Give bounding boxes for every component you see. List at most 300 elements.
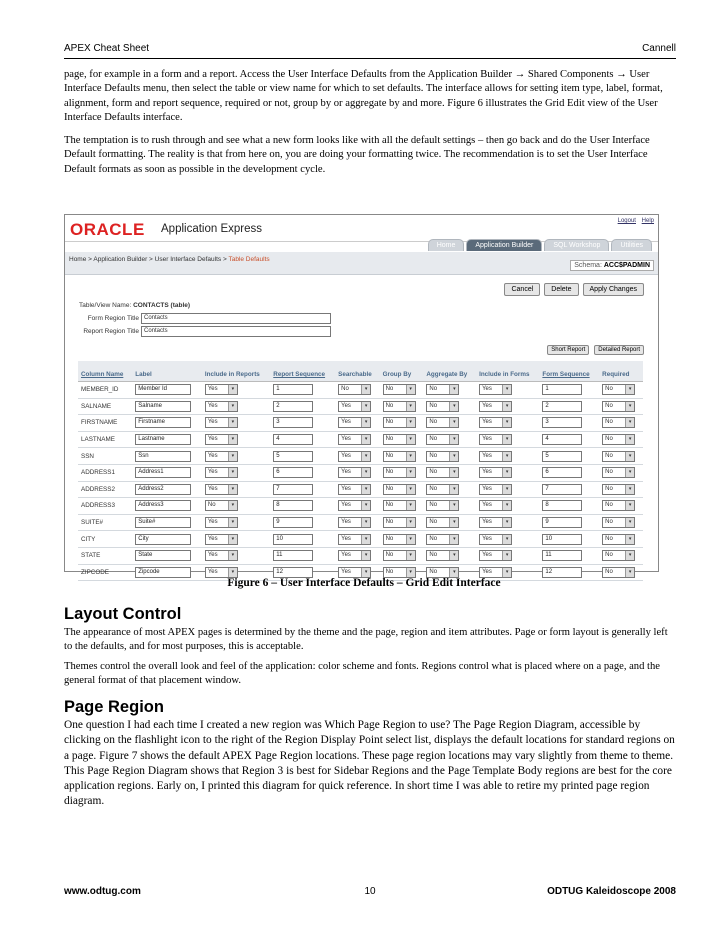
required-select-value: No <box>605 386 613 393</box>
required-select[interactable] <box>602 451 635 462</box>
table-cell <box>132 514 202 531</box>
include-in-forms-select-value: Yes <box>482 386 492 393</box>
aggregate-by-select[interactable] <box>426 517 459 528</box>
include-in-forms-select[interactable] <box>479 467 512 478</box>
table-cell <box>78 531 132 548</box>
dropdown-arrow-icon: ▾ <box>406 385 415 394</box>
dropdown-arrow-icon: ▾ <box>502 452 511 461</box>
table-cell <box>270 464 335 481</box>
col-report-sequence[interactable]: Report Sequence <box>270 361 335 382</box>
breadcrumb-app-builder[interactable]: Application Builder <box>93 256 148 263</box>
table-cell <box>423 415 476 432</box>
dropdown-arrow-icon: ▾ <box>361 402 370 411</box>
apply-changes-button[interactable]: Apply Changes <box>583 283 644 296</box>
include-in-reports-select-value: No <box>207 502 216 509</box>
searchable-select-value: Yes <box>341 452 351 459</box>
dropdown-arrow-icon: ▾ <box>406 418 415 427</box>
breadcrumb-home[interactable]: Home <box>69 256 87 263</box>
required-select[interactable] <box>602 517 635 528</box>
include-in-reports-select[interactable] <box>205 534 238 545</box>
include-in-reports-select-value: Yes <box>207 402 218 409</box>
report-sequence-input[interactable]: 7 <box>273 484 313 495</box>
page-number: 10 <box>364 886 376 897</box>
aggregate-by-select-value: No <box>429 469 438 476</box>
group-by-select-value: No <box>385 386 394 393</box>
aggregate-by-select[interactable] <box>426 417 459 428</box>
footer-event: ODTUG Kaleidoscope 2008 <box>547 886 676 897</box>
table-cell <box>335 464 379 481</box>
table-cell <box>202 531 270 548</box>
dropdown-arrow-icon: ▾ <box>625 551 634 560</box>
required-select[interactable] <box>602 434 635 445</box>
form-sequence-input[interactable]: 1 <box>542 384 582 395</box>
page-region-paragraph: One question I had each time I created a new region was Which Page Region to use? The Page Region Diagram, accessible by clicking on the flashlight icon to the right of the Region Display Point select list, displays the default locations for standard regions on a page. Figure 7 shows the default APEX Page Region locations. These page region locations may vary slightly from theme to theme. This Page Region Diagram shows that Region 3 is best for Sidebar Regions and the Page Template Body regions are best for the core application regions. Early on, I printed this diagram for quick reference. In short time I was able to retire my printed page region diagram. <box>64 719 675 808</box>
aggregate-by-select[interactable] <box>426 384 459 395</box>
form-title-input[interactable]: Contacts <box>141 313 331 324</box>
report-title-input[interactable]: Contacts <box>141 326 331 337</box>
table-cell <box>270 448 335 465</box>
required-select-value: No <box>605 519 613 526</box>
group-by-select[interactable] <box>383 517 416 528</box>
table-cell <box>202 514 270 531</box>
label-input[interactable]: State <box>135 550 191 561</box>
table-cell <box>380 382 424 399</box>
table-row <box>78 514 643 531</box>
label-input[interactable]: Member Id <box>135 384 191 395</box>
aggregate-by-select[interactable] <box>426 534 459 545</box>
dropdown-arrow-icon: ▾ <box>625 518 634 527</box>
dropdown-arrow-icon: ▾ <box>449 535 458 544</box>
searchable-select[interactable] <box>338 401 371 412</box>
dropdown-arrow-icon: ▾ <box>406 535 415 544</box>
table-cell <box>270 415 335 432</box>
dropdown-arrow-icon: ▾ <box>228 418 237 427</box>
include-in-forms-select[interactable] <box>479 500 512 511</box>
searchable-select-value: Yes <box>341 469 351 476</box>
searchable-select-value: Yes <box>341 502 351 509</box>
dropdown-arrow-icon: ▾ <box>625 452 634 461</box>
dropdown-arrow-icon: ▾ <box>449 452 458 461</box>
label-input[interactable]: Address2 <box>135 484 191 495</box>
table-cell <box>539 448 599 465</box>
include-in-forms-select[interactable] <box>479 384 512 395</box>
report-sequence-input[interactable]: 5 <box>273 451 313 462</box>
table-row <box>78 382 643 399</box>
column-name: MEMBER_ID <box>81 386 119 394</box>
group-by-select-value: No <box>385 436 394 443</box>
group-by-select-value: No <box>385 419 394 426</box>
searchable-select-value: Yes <box>341 568 351 575</box>
form-title-row <box>79 312 331 325</box>
table-cell <box>476 498 539 515</box>
table-cell <box>270 547 335 564</box>
dropdown-arrow-icon: ▾ <box>361 518 370 527</box>
schema-label: Schema: <box>574 262 602 269</box>
searchable-select[interactable] <box>338 484 371 495</box>
report-sequence-input[interactable]: 8 <box>273 500 313 511</box>
report-title-row <box>79 325 331 338</box>
column-name: SSN <box>81 452 94 460</box>
table-cell <box>539 547 599 564</box>
aggregate-by-select-value: No <box>429 552 438 559</box>
dropdown-arrow-icon: ▾ <box>502 485 511 494</box>
required-select-value: No <box>605 485 613 492</box>
label-input[interactable]: Lastname <box>135 434 191 445</box>
table-cell <box>78 398 132 415</box>
form-sequence-input[interactable]: 12 <box>542 567 582 578</box>
include-in-forms-select[interactable] <box>479 451 512 462</box>
table-cell <box>380 431 424 448</box>
form-sequence-input[interactable]: 3 <box>542 417 582 428</box>
breadcrumb-ui-defaults[interactable]: User Interface Defaults <box>154 256 222 263</box>
dropdown-arrow-icon: ▾ <box>228 501 237 510</box>
table-cell <box>423 547 476 564</box>
required-select[interactable] <box>602 550 635 561</box>
table-cell <box>599 415 643 432</box>
page-region-heading: Page Region <box>64 698 164 716</box>
table-cell <box>335 382 379 399</box>
form-sequence-input[interactable]: 8 <box>542 500 582 511</box>
required-select[interactable] <box>602 534 635 545</box>
column-name: ZIPCODE <box>81 568 109 576</box>
table-cell <box>539 514 599 531</box>
table-cell <box>539 382 599 399</box>
searchable-select-value: Yes <box>341 535 351 542</box>
dropdown-arrow-icon: ▾ <box>502 402 511 411</box>
table-cell <box>335 448 379 465</box>
table-cell <box>78 498 132 515</box>
table-cell <box>270 531 335 548</box>
dropdown-arrow-icon: ▾ <box>449 485 458 494</box>
group-by-select-value: No <box>385 452 394 459</box>
report-sequence-input[interactable]: 12 <box>273 567 313 578</box>
dropdown-arrow-icon: ▾ <box>449 418 458 427</box>
dropdown-arrow-icon: ▾ <box>502 418 511 427</box>
include-in-reports-select-value: Yes <box>207 535 218 542</box>
dropdown-arrow-icon: ▾ <box>228 468 237 477</box>
include-in-reports-select[interactable] <box>205 401 238 412</box>
report-sequence-input[interactable]: 10 <box>273 534 313 545</box>
table-row <box>78 448 643 465</box>
include-in-forms-select[interactable] <box>479 534 512 545</box>
searchable-select-value: Yes <box>341 402 351 409</box>
grid-edit-table <box>78 361 643 581</box>
col-include-forms: Include in Forms <box>476 361 539 382</box>
label-input[interactable]: Address1 <box>135 467 191 478</box>
label-input[interactable]: Suite# <box>135 517 191 528</box>
table-cell <box>380 481 424 498</box>
searchable-select[interactable] <box>338 451 371 462</box>
group-by-select[interactable] <box>383 550 416 561</box>
dropdown-arrow-icon: ▾ <box>228 518 237 527</box>
table-cell <box>423 431 476 448</box>
table-cell <box>270 514 335 531</box>
table-cell <box>423 382 476 399</box>
report-sequence-input[interactable]: 2 <box>273 401 313 412</box>
include-in-forms-select[interactable] <box>479 550 512 561</box>
required-select[interactable] <box>602 484 635 495</box>
include-in-forms-select-value: Yes <box>482 436 492 443</box>
dropdown-arrow-icon: ▾ <box>625 568 634 577</box>
include-in-reports-select-value: Yes <box>207 386 218 393</box>
dropdown-arrow-icon: ▾ <box>502 385 511 394</box>
cancel-button[interactable]: Cancel <box>504 283 540 296</box>
form-sequence-input[interactable]: 5 <box>542 451 582 462</box>
report-sequence-input[interactable]: 11 <box>273 550 313 561</box>
dropdown-arrow-icon: ▾ <box>361 551 370 560</box>
report-buttons <box>547 345 644 355</box>
tab-home[interactable]: Home <box>428 239 465 251</box>
group-by-select-value: No <box>385 568 394 575</box>
col-form-sequence[interactable]: Form Sequence <box>539 361 599 382</box>
form-sequence-input[interactable]: 2 <box>542 401 582 412</box>
tab-utilities[interactable]: Utilities <box>611 239 652 251</box>
group-by-select-value: No <box>385 402 394 409</box>
aggregate-by-select-value: No <box>429 436 438 443</box>
include-in-reports-select[interactable] <box>205 384 238 395</box>
label-input[interactable]: Ssn <box>135 451 191 462</box>
searchable-select[interactable] <box>338 467 371 478</box>
dropdown-arrow-icon: ▾ <box>361 435 370 444</box>
searchable-select-value: Yes <box>341 419 351 426</box>
table-cell <box>476 464 539 481</box>
report-sequence-input[interactable]: 1 <box>273 384 313 395</box>
label-input[interactable]: Salname <box>135 401 191 412</box>
table-cell <box>335 398 379 415</box>
dropdown-arrow-icon: ▾ <box>502 551 511 560</box>
table-cell <box>78 481 132 498</box>
include-in-forms-select[interactable] <box>479 434 512 445</box>
group-by-select[interactable] <box>383 467 416 478</box>
table-cell <box>476 514 539 531</box>
include-in-reports-select[interactable] <box>205 434 238 445</box>
table-cell <box>335 415 379 432</box>
col-group-by: Group By <box>380 361 424 382</box>
table-cell <box>78 431 132 448</box>
report-sequence-input[interactable]: 4 <box>273 434 313 445</box>
table-cell <box>132 481 202 498</box>
dropdown-arrow-icon: ▾ <box>502 518 511 527</box>
form-sequence-input[interactable]: 11 <box>542 550 582 561</box>
table-cell <box>380 547 424 564</box>
required-select[interactable] <box>602 417 635 428</box>
dropdown-arrow-icon: ▾ <box>502 568 511 577</box>
dropdown-arrow-icon: ▾ <box>406 485 415 494</box>
short-report-button[interactable]: Short Report <box>547 345 589 355</box>
include-in-forms-select-value: Yes <box>482 519 492 526</box>
aggregate-by-select[interactable] <box>426 434 459 445</box>
required-select-value: No <box>605 568 613 575</box>
group-by-select[interactable] <box>383 401 416 412</box>
delete-button[interactable]: Delete <box>544 283 578 296</box>
group-by-select[interactable] <box>383 500 416 511</box>
aggregate-by-select-value: No <box>429 535 438 542</box>
help-link[interactable]: Help <box>641 218 654 224</box>
include-in-forms-select-value: Yes <box>482 568 492 575</box>
dropdown-arrow-icon: ▾ <box>228 385 237 394</box>
table-cell <box>599 398 643 415</box>
group-by-select[interactable] <box>383 434 416 445</box>
table-cell <box>476 431 539 448</box>
include-in-reports-select[interactable] <box>205 517 238 528</box>
apex-topbar <box>65 215 658 249</box>
group-by-select[interactable] <box>383 484 416 495</box>
group-by-select-value: No <box>385 469 394 476</box>
form-sequence-input[interactable]: 9 <box>542 517 582 528</box>
tab-application-builder[interactable]: Application Builder <box>466 239 542 251</box>
table-cell <box>539 498 599 515</box>
column-name: CITY <box>81 535 96 543</box>
table-cell <box>335 514 379 531</box>
required-select-value: No <box>605 402 613 409</box>
required-select[interactable] <box>602 401 635 412</box>
table-cell <box>599 514 643 531</box>
dropdown-arrow-icon: ▾ <box>625 435 634 444</box>
include-in-reports-select[interactable] <box>205 467 238 478</box>
aggregate-by-select[interactable] <box>426 451 459 462</box>
dropdown-arrow-icon: ▾ <box>625 468 634 477</box>
dropdown-arrow-icon: ▾ <box>361 418 370 427</box>
required-select[interactable] <box>602 500 635 511</box>
breadcrumb-current: Table Defaults <box>228 256 270 263</box>
aggregate-by-select[interactable] <box>426 467 459 478</box>
searchable-select-value: Yes <box>341 552 351 559</box>
group-by-select[interactable] <box>383 384 416 395</box>
include-in-forms-select[interactable] <box>479 484 512 495</box>
group-by-select-value: No <box>385 485 394 492</box>
label-input[interactable]: City <box>135 534 191 545</box>
table-cell <box>599 498 643 515</box>
searchable-select[interactable] <box>338 500 371 511</box>
table-cell <box>335 481 379 498</box>
table-cell <box>599 448 643 465</box>
report-sequence-input[interactable]: 6 <box>273 467 313 478</box>
group-by-select-value: No <box>385 519 394 526</box>
dropdown-arrow-icon: ▾ <box>228 485 237 494</box>
oracle-logo: ORACLE <box>70 220 145 239</box>
table-cell <box>132 547 202 564</box>
aggregate-by-select[interactable] <box>426 550 459 561</box>
apex-tabs <box>428 239 652 251</box>
dropdown-arrow-icon: ▾ <box>449 501 458 510</box>
header-divider <box>64 58 676 59</box>
aggregate-by-select-value: No <box>429 386 438 393</box>
layout-control-paragraph-1: The appearance of most APEX pages is determined by the theme and the page, region and item attributes. Page or form layout is generally left to the defaults, and for most purposes, this is acceptable. <box>64 627 668 653</box>
searchable-select[interactable] <box>338 384 371 395</box>
table-cell <box>476 547 539 564</box>
dropdown-arrow-icon: ▾ <box>228 551 237 560</box>
table-cell <box>380 514 424 531</box>
searchable-select-value: Yes <box>341 485 351 492</box>
searchable-select[interactable] <box>338 534 371 545</box>
logout-link[interactable]: Logout <box>617 218 636 224</box>
searchable-select[interactable] <box>338 550 371 561</box>
table-cell <box>423 398 476 415</box>
table-cell <box>132 431 202 448</box>
col-searchable: Searchable <box>335 361 379 382</box>
group-by-select[interactable] <box>383 534 416 545</box>
required-select[interactable] <box>602 467 635 478</box>
header-left: APEX Cheat Sheet <box>64 43 150 54</box>
form-sequence-input[interactable]: 6 <box>542 467 582 478</box>
aggregate-by-select-value: No <box>429 568 438 575</box>
report-title-label: Report Region Title <box>83 328 139 335</box>
table-cell <box>132 382 202 399</box>
form-sequence-input[interactable]: 7 <box>542 484 582 495</box>
column-name: ADDRESS2 <box>81 485 115 493</box>
aggregate-by-select[interactable] <box>426 484 459 495</box>
table-cell <box>539 398 599 415</box>
dropdown-arrow-icon: ▾ <box>502 435 511 444</box>
include-in-reports-select[interactable] <box>205 550 238 561</box>
table-cell <box>476 448 539 465</box>
dropdown-arrow-icon: ▾ <box>625 402 634 411</box>
table-cell <box>335 431 379 448</box>
column-name: ADDRESS3 <box>81 502 115 510</box>
group-by-select[interactable] <box>383 451 416 462</box>
aggregate-by-select[interactable] <box>426 500 459 511</box>
dropdown-arrow-icon: ▾ <box>406 501 415 510</box>
aggregate-by-select-value: No <box>429 402 438 409</box>
col-include-reports: Include in Reports <box>202 361 270 382</box>
form-sequence-input[interactable]: 4 <box>542 434 582 445</box>
include-in-reports-select[interactable] <box>205 484 238 495</box>
label-input[interactable]: Firstname <box>135 417 191 428</box>
include-in-reports-select[interactable] <box>205 451 238 462</box>
col-column-name[interactable]: Column Name <box>78 361 132 382</box>
dropdown-arrow-icon: ▾ <box>406 551 415 560</box>
top-links <box>614 218 654 224</box>
dropdown-arrow-icon: ▾ <box>228 435 237 444</box>
table-cell <box>380 398 424 415</box>
searchable-select-value: Yes <box>341 519 351 526</box>
include-in-forms-select[interactable] <box>479 417 512 428</box>
table-info <box>79 299 331 338</box>
include-in-reports-select[interactable] <box>205 417 238 428</box>
label-input[interactable]: Address3 <box>135 500 191 511</box>
detailed-report-button[interactable]: Detailed Report <box>594 345 644 355</box>
report-sequence-input[interactable]: 9 <box>273 517 313 528</box>
include-in-forms-select[interactable] <box>479 401 512 412</box>
searchable-select[interactable] <box>338 434 371 445</box>
table-cell <box>599 531 643 548</box>
include-in-reports-select[interactable] <box>205 500 238 511</box>
dropdown-arrow-icon: ▾ <box>625 418 634 427</box>
report-sequence-input[interactable]: 3 <box>273 417 313 428</box>
include-in-forms-select-value: Yes <box>482 552 492 559</box>
dropdown-arrow-icon: ▾ <box>502 535 511 544</box>
column-name: LASTNAME <box>81 436 115 444</box>
include-in-forms-select-value: Yes <box>482 502 492 509</box>
dropdown-arrow-icon: ▾ <box>361 452 370 461</box>
aggregate-by-select[interactable] <box>426 401 459 412</box>
label-input[interactable]: Zipcode <box>135 567 191 578</box>
form-sequence-input[interactable]: 10 <box>542 534 582 545</box>
dropdown-arrow-icon: ▾ <box>406 518 415 527</box>
include-in-forms-select-value: Yes <box>482 402 492 409</box>
include-in-forms-select-value: Yes <box>482 485 492 492</box>
searchable-select[interactable] <box>338 417 371 428</box>
table-cell <box>539 531 599 548</box>
required-select[interactable] <box>602 384 635 395</box>
group-by-select[interactable] <box>383 417 416 428</box>
include-in-forms-select[interactable] <box>479 517 512 528</box>
tab-sql-workshop[interactable]: SQL Workshop <box>544 239 609 251</box>
searchable-select[interactable] <box>338 517 371 528</box>
dropdown-arrow-icon: ▾ <box>361 468 370 477</box>
dropdown-arrow-icon: ▾ <box>361 568 370 577</box>
include-in-forms-select-value: Yes <box>482 419 492 426</box>
